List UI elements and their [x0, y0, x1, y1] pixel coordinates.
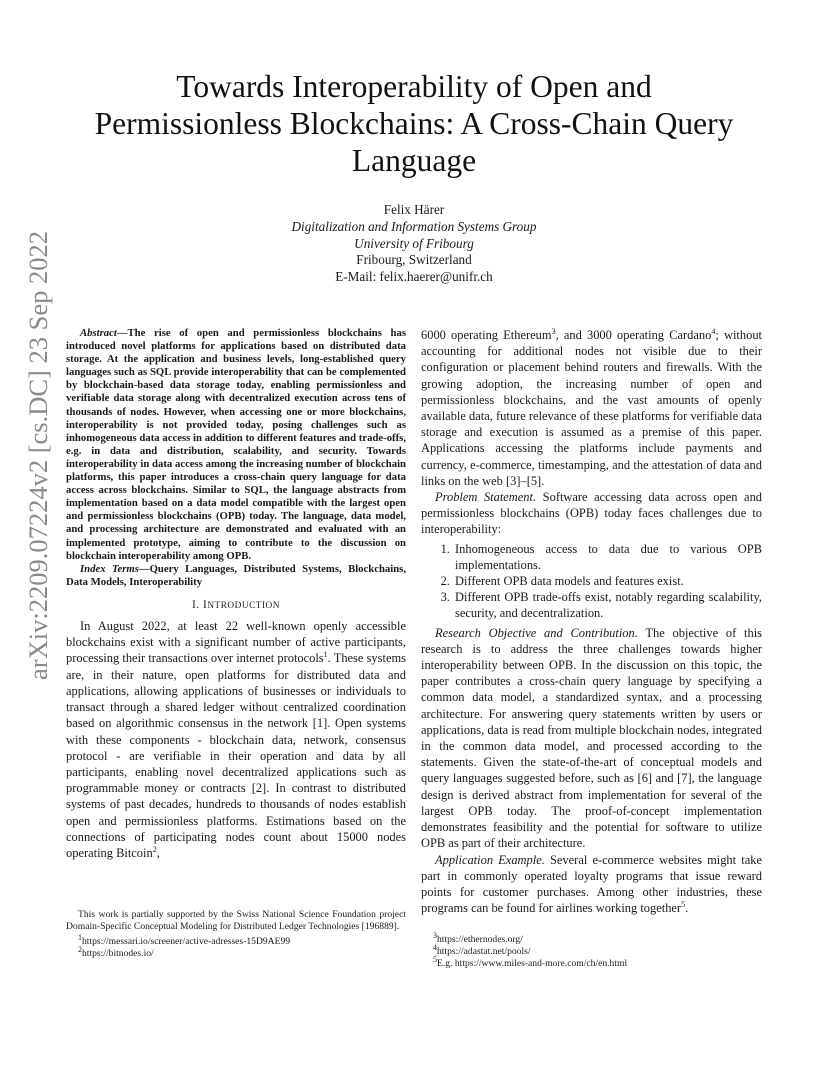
- intro-text-c: ,: [156, 845, 160, 860]
- footnote-3: [421, 930, 762, 946]
- intro-text-e: , and 3000 operating Cardano: [555, 328, 712, 342]
- section-heading: [66, 597, 406, 614]
- author-location: Fribourg, Switzerland: [356, 252, 472, 268]
- problem-label: Problem Statement.: [435, 490, 537, 505]
- footnote-mark-4: 4: [711, 326, 716, 336]
- footnote-4-mark: 4: [433, 942, 437, 952]
- author-university: University of Fribourg: [354, 235, 474, 251]
- section-title-initial: I: [203, 598, 208, 611]
- index-terms-text: —Query Languages, Distributed Systems, Blockchains, Data Models, Interoperability: [66, 562, 406, 588]
- author-email: E-Mail: felix.haerer@unifr.ch: [335, 269, 493, 285]
- footnote-2: [66, 944, 406, 960]
- left-column: [66, 327, 406, 861]
- footnote-2-mark: 2: [78, 944, 82, 954]
- research-objective: [421, 625, 762, 852]
- application-example: [421, 852, 762, 917]
- abstract-text: —The rise of open and permissionless blockchains has introduced novel platforms for applications based on distributed data storage. At the application and business levels, long-established query languages such as SQL provide interoperability that can be complemented by blockchain-based data storage today, enabling permissionless and verifiable data storage along with decentralized execution across tens of thousands of nodes. However, when accessing one or more blockchains, interoperability is not provided today, posing challenges such as inhomogeneous data access in addition to different features and trade-offs, e.g. in data and distribution, scalability, and security. Towards interoperability in data access among the increasing number of blockchain platforms, this paper introduces a cross-chain query language for data access across blockchains. Similar to SQL, the language abstracts from implementation based on a data model compatible with the largest open and permissionless blockchains (OPB) today. The language, data model, and processing architecture are demonstrated and evaluated with an implemented prototype, aiming to contribute to the discussion on blockchain interoperability among OPB.: [66, 327, 406, 562]
- footnote-mark-2: 2: [152, 844, 157, 854]
- footnote-3-mark: 3: [433, 930, 437, 940]
- footnote-4-link[interactable]: https://adastat.net/pools/: [437, 946, 531, 957]
- title-line-2: Permissionless Blockchains: A Cross-Chain Query: [94, 106, 734, 141]
- arxiv-identifier: arXiv:2209.07224v2 [cs.DC] 23 Sep 2022: [23, 231, 53, 680]
- footnote-4: [421, 942, 762, 958]
- list-item: 2. Different OPB data models and features exist.: [453, 573, 762, 589]
- intro-paragraph-cont: [421, 327, 762, 489]
- section-number: I.: [192, 598, 200, 611]
- research-label: Research Objective and Contribution.: [435, 625, 638, 640]
- intro-text-d: 6000 operating Ethereum: [421, 328, 552, 342]
- problem-statement: [421, 489, 762, 538]
- footnotes-right: [421, 930, 762, 970]
- footnote-2-link[interactable]: https://bitnodes.io/: [82, 948, 154, 959]
- footnote-1-link[interactable]: https://messari.io/screener/active-adresses-15D9AE99: [82, 936, 291, 947]
- problem-text: Software accessing data across open and permissionless blockchains (OPB) today faces challenges due to interoperability:: [421, 490, 763, 537]
- right-column: [421, 327, 762, 916]
- author-group: Digitalization and Information Systems Group: [291, 218, 537, 234]
- support-note: This work is partially supported by the Swiss National Science Foundation project Domain-Specific Conceptual Modeling for Distributed Ledger Technologies [196889].: [66, 909, 406, 932]
- index-terms: [66, 563, 406, 589]
- example-label: Application Example.: [435, 852, 545, 867]
- title-line-3: Language: [351, 143, 477, 178]
- list-item: 3. Different OPB trade-offs exist, notably regarding scalability, security, and decentralization.: [453, 589, 762, 621]
- footnote-mark-3: 3: [551, 326, 556, 336]
- footnote-5: [421, 954, 762, 970]
- problem-list: [421, 541, 762, 622]
- index-terms-label: Index Terms: [80, 562, 139, 575]
- example-end: .: [685, 901, 689, 916]
- footnote-1-mark: 1: [78, 932, 82, 942]
- paper-title: [60, 68, 768, 179]
- intro-text-a: In August 2022, at least 22 well-known openly accessible blockchains exist with a significant number of active participants, processing their transactions over internet protocols: [66, 619, 406, 666]
- author-block: [160, 202, 668, 286]
- section-title-rest: NTRODUCTION: [207, 600, 280, 611]
- footnote-3-link[interactable]: https://ethernodes.org/: [437, 934, 523, 945]
- footnote-5-link[interactable]: E.g. https://www.miles-and-more.com/ch/en.html: [437, 958, 628, 969]
- title-line-1: Towards Interoperability of Open and: [176, 69, 652, 104]
- intro-paragraph: [66, 618, 406, 861]
- list-item: 1. Inhomogeneous access to data due to various OPB implementations.: [453, 541, 762, 573]
- footnote-mark-5: 5: [681, 899, 686, 909]
- footnote-1: [66, 932, 406, 948]
- footnote-5-mark: 5: [433, 954, 437, 964]
- author-name: Felix Härer: [383, 202, 445, 217]
- abstract: [66, 327, 406, 563]
- example-text: Several e-commerce websites might take part in commonly operated loyalty programs that issue reward points for customer purchases. Among other industries, these programs can be found for airlines working together: [421, 852, 762, 916]
- footnote-mark-1: 1: [323, 650, 328, 660]
- footnotes-left: [66, 909, 406, 960]
- intro-text-f: ; without accounting for additional nodes not visible due to their configuration or placement behind routers and firewalls. With the growing adoption, the increasing number of open and permissionless blockchains, and the vast amounts of openly available data, future relevance of these platforms for verifiable data storage and execution is assumed as a premise of this paper. Applications accessing the platforms include payments and currency, e-commerce, timestamping, and the attestation of data and links on the web [3]–[5].: [421, 328, 762, 488]
- research-text: The objective of this research is to address the three challenges towards higher interoperability between OPB. In the discussion on this topic, the paper contributes a cross-chain query language by specifying a common data model, a standardized syntax, and a processing architecture. For answering query statements written by users or applications, data is read from multiple blockchain nodes, integrated in the common data model, and processed according to the statements. Given the state-of-the-art of conceptual models and query languages suggested before, such as [6] and [7], the language design is derived abstract from implementation for several of the largest OPB today. The proof-of-concept implementation demonstrates feasibility and the potential for software to utilize OPB as part of their architecture.: [421, 625, 762, 851]
- abstract-label: Abstract: [80, 327, 117, 339]
- intro-text-b: . These systems are, in their nature, open platforms for distributed data and applications, allowing applications of businesses or individuals to transact through a shared ledger without centralized coordination based on algorithmic consensus in the network [1]. Open systems with these components - blockchain data, network, consensus protocol - are verifiable in their operation and data by all participants, enabling novel decentralized applications such as programmable money or contracts [2]. In contrast to distributed systems of past decades, hundreds to thousands of nodes establish open and permissionless platforms. Estimations based on the connections of participating nodes count about 15000 nodes operating Bitcoin: [66, 651, 406, 860]
